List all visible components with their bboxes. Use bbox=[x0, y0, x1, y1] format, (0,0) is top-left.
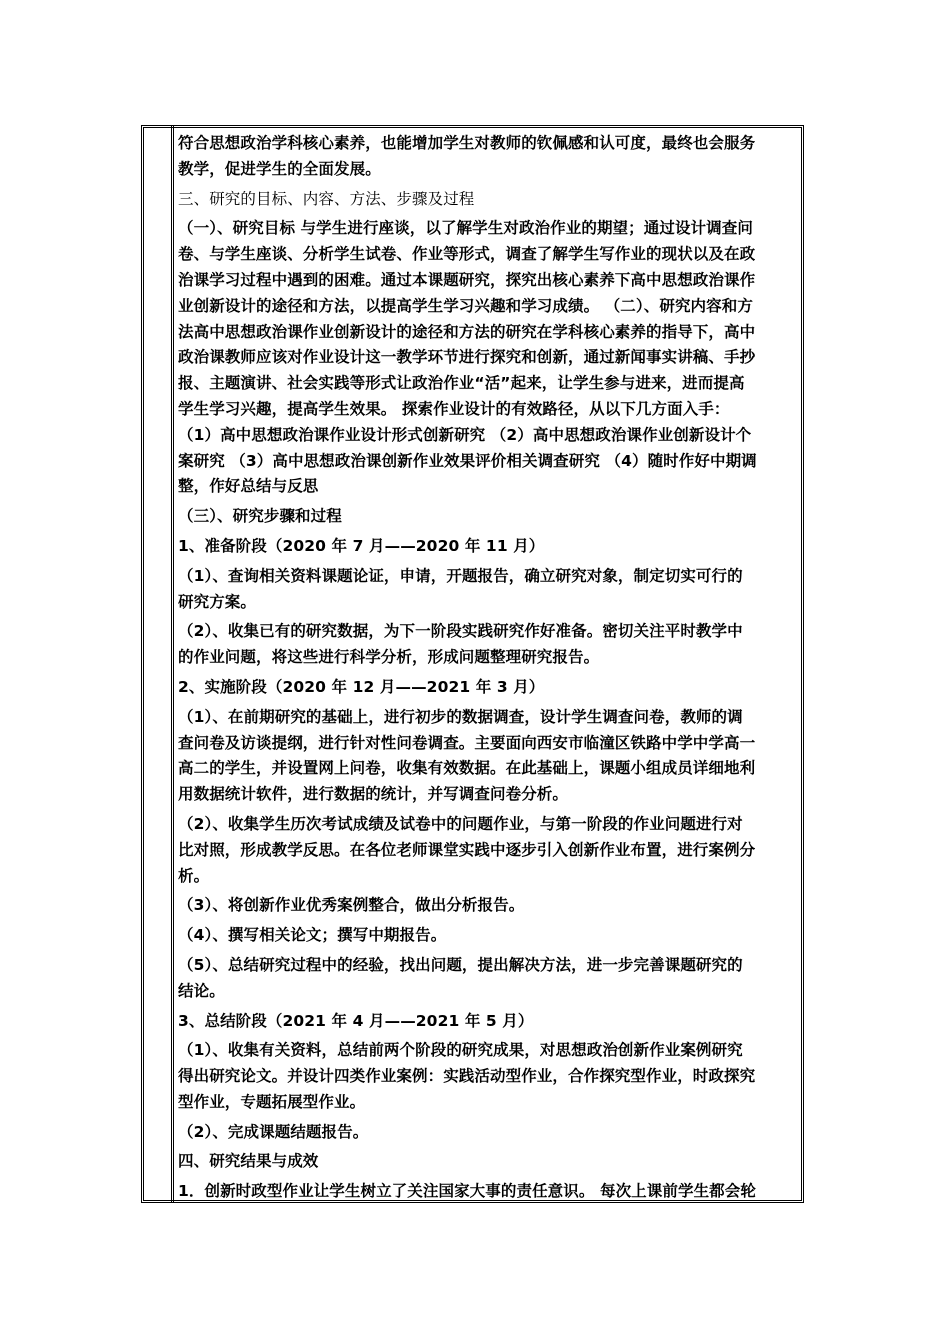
text-line: 高二的学生，并设置网上问卷，收集有效数据。在此基础上，课题小组成员详细地利 bbox=[178, 759, 756, 778]
text-line: （三）、研究步骤和过程 bbox=[178, 507, 342, 526]
text-line: （2）、完成课题结题报告。 bbox=[178, 1122, 369, 1141]
text-line: （1）高中思想政治课作业设计形式创新研究 （2）高中思想政治课作业创新设计个 bbox=[178, 425, 752, 444]
text-line: 治课学习过程中遇到的困难。通过本课题研究，探究出核心素养下高中思想政治课作 bbox=[178, 270, 756, 289]
text-line: 1．创新时政型作业让学生树立了关注国家大事的责任意识。 每次上课前学生都会轮 bbox=[178, 1182, 756, 1199]
text-line: （3）、将创新作业优秀案例整合，做出分析报告。 bbox=[178, 896, 525, 915]
text-line: 比对照，形成教学反思。在各位老师课堂实践中逐步引入创新作业布置，进行案例分 bbox=[178, 840, 756, 859]
text-line: 析。 bbox=[178, 866, 210, 885]
text-line: （一）、研究目标 与学生进行座谈，以了解学生对政治作业的期望；通过设计调查问 bbox=[178, 219, 753, 238]
text-line: 卷、与学生座谈、分析学生试卷、作业等形式，调查了解学生写作业的现状以及在政 bbox=[178, 245, 756, 264]
text-line: 1、准备阶段（2020 年 7 月——2020 年 11 月） bbox=[178, 536, 545, 555]
text-line: 三、研究的目标、内容、方法、步骤及过程 bbox=[178, 189, 475, 208]
text-line: 学生学习兴趣，提高学生效果。 探索作业设计的有效路径，从以下几方面入手： bbox=[178, 399, 730, 418]
text-line: 2、实施阶段（2020 年 12 月——2021 年 3 月） bbox=[178, 677, 545, 696]
text-line: （1）、在前期研究的基础上，进行初步的数据调查，设计学生调查问卷，教师的调 bbox=[178, 707, 743, 726]
text-line: （5）、总结研究过程中的经验，找出问题，提出解决方法，进一步完善课题研究的 bbox=[178, 955, 743, 974]
text-line: （1）、收集有关资料，总结前两个阶段的研究成果，对思想政治创新作业案例研究 bbox=[178, 1041, 743, 1060]
text-line: 3、总结阶段（2021 年 4 月——2021 年 5 月） bbox=[178, 1011, 534, 1030]
text-line: 得出研究论文。并设计四类作业案例：实践活动型作业，合作探究型作业，时政探究 bbox=[178, 1067, 756, 1086]
text-line: 型作业，专题拓展型作业。 bbox=[178, 1092, 366, 1111]
table-column-divider bbox=[171, 125, 174, 1203]
text-line: 用数据统计软件，进行数据的统计，并写调查问卷分析。 bbox=[178, 785, 569, 804]
text-line: 案研究 （3）高中思想政治课创新作业效果评价相关调查研究 （4）随时作好中期调 bbox=[178, 451, 757, 470]
text-line: 业创新设计的途径和方法，以提高学生学习兴趣和学习成绩。 （二）、研究内容和方 bbox=[178, 296, 753, 315]
text-line: 的作业问题，将这些进行科学分析，形成问题整理研究报告。 bbox=[178, 648, 600, 667]
text-line: （4）、撰写相关论文；撰写中期报告。 bbox=[178, 926, 447, 945]
text-line: 整，作好总结与反思 bbox=[178, 477, 319, 496]
text-line: 报、主题演讲、社会实践等形式让政治作业“活”起来，让学生参与进来，进而提高 bbox=[178, 374, 745, 393]
text-line: （2）、收集学生历次考试成绩及试卷中的问题作业，与第一阶段的作业问题进行对 bbox=[178, 814, 743, 833]
text-line: 法高中思想政治课作业创新设计的途径和方法的研究在学科核心素养的指导下，高中 bbox=[178, 322, 756, 341]
text-line: 研究方案。 bbox=[178, 592, 257, 611]
text-line: 符合思想政治学科核心素养，也能增加学生对教师的钦佩感和认可度，最终也会服务 bbox=[178, 134, 756, 152]
text-line: 四、研究结果与成效 bbox=[178, 1152, 319, 1171]
text-line: 查问卷及访谈提纲，进行针对性问卷调查。主要面向西安市临潼区铁路中学中学高一 bbox=[178, 733, 756, 752]
text-line: 教学，促进学生的全面发展。 bbox=[178, 159, 381, 178]
text-line: 结论。 bbox=[178, 981, 225, 1000]
text-line: 政治课教师应该对作业设计这一教学环节进行探究和创新，通过新闻事实讲稿、手抄 bbox=[178, 348, 756, 367]
text-line: （2）、收集已有的研究数据，为下一阶段实践研究作好准备。密切关注平时教学中 bbox=[178, 622, 743, 641]
text-line: （1）、查询相关资料课题论证，申请，开题报告，确立研究对象，制定切实可行的 bbox=[178, 566, 743, 585]
document-body bbox=[178, 131, 800, 1199]
